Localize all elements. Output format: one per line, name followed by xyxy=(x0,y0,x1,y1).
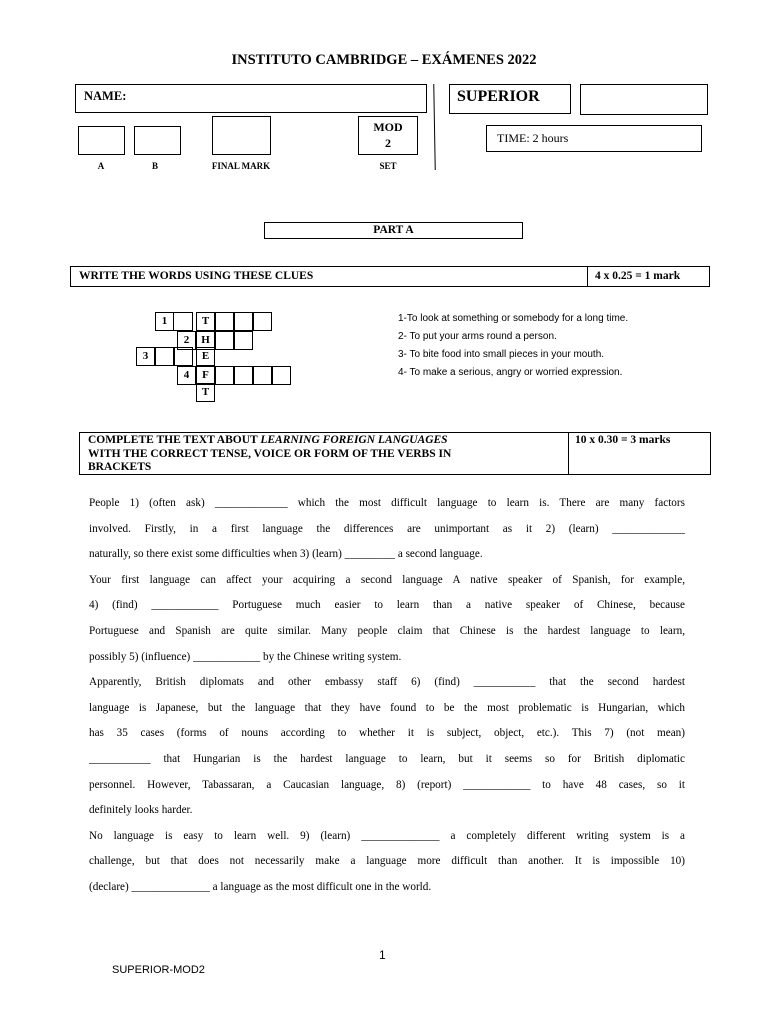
page-title: INSTITUTO CAMBRIDGE – EXÁMENES 2022 xyxy=(231,52,537,68)
text-line: Your first language can affect your acquiring a second language A native speaker of Spanish, for example, xyxy=(89,573,685,586)
text-line: People 1) (often ask) _____________ which the most difficult language to learn is. There are many factors xyxy=(89,497,685,509)
section1-header xyxy=(70,266,710,287)
time-label: TIME: 2 hours xyxy=(497,131,569,145)
text-line: Apparently, British diplomats and other embassy staff 6) (find) ___________ that the second hardest xyxy=(89,676,685,689)
crossword-cell[interactable] xyxy=(253,312,272,331)
section2-instruction-prefix: COMPLETE THE TEXT ABOUT xyxy=(88,434,261,446)
mod-box xyxy=(358,116,418,155)
section2-instruction xyxy=(88,434,568,475)
label-set: SET xyxy=(379,161,397,171)
label-final-mark: FINAL MARK xyxy=(211,161,271,171)
clue-1: 1-To look at something or somebody for a long time. xyxy=(398,313,629,324)
crossword-letter: E xyxy=(196,347,215,366)
page-number: 1 xyxy=(379,948,386,962)
crossword-cell[interactable] xyxy=(155,347,174,366)
text-line: language is Japanese, but the language that they have found to be the most problematic is Hungarian, which xyxy=(89,701,685,714)
footer-code: SUPERIOR-MOD2 xyxy=(112,964,205,976)
level-code-field[interactable] xyxy=(580,84,708,115)
name-label: NAME: xyxy=(84,89,127,103)
mod-number: 2 xyxy=(385,136,391,150)
crossword-cell[interactable] xyxy=(253,366,272,385)
level-label: SUPERIOR xyxy=(457,88,540,105)
label-b: B xyxy=(151,161,158,171)
section1-header-divider xyxy=(587,267,588,286)
cloze-text xyxy=(89,491,685,901)
text-line: ___________ that Hungarian is the hardest language to learn, but it seems so for British diplomatic xyxy=(89,752,685,765)
text-line: involved. Firstly, in a first language the differences are unimportant as it 2) (learn) _____________ xyxy=(89,522,685,535)
section1-instruction: WRITE THE WORDS USING THESE CLUES xyxy=(79,270,314,282)
crossword-cell[interactable] xyxy=(234,312,253,331)
text-line: 4) (find) ____________ Portuguese much easier to learn than a native speaker of Chinese, because xyxy=(89,599,685,612)
crossword-letter: H xyxy=(196,331,215,350)
part-a-title: PART A xyxy=(373,224,414,236)
clue-3: 3- To bite food into small pieces in your mouth. xyxy=(398,349,605,360)
section2-header-divider xyxy=(568,433,569,474)
final-mark-box[interactable] xyxy=(212,116,271,155)
crossword-cell[interactable] xyxy=(272,366,291,385)
section2-instruction-line3: BRACKETS xyxy=(88,461,152,473)
clue-4: 4- To make a serious, angry or worried expression. xyxy=(398,367,623,378)
time-box xyxy=(486,125,702,152)
section2-instruction-line2: WITH THE CORRECT TENSE, VOICE OR FORM OF THE VERBS IN xyxy=(88,447,452,460)
part-a-heading xyxy=(264,222,523,239)
crossword-cell[interactable] xyxy=(215,331,234,350)
clue-2: 2- To put your arms round a person. xyxy=(398,331,557,342)
crossword-number: 2 xyxy=(177,331,196,350)
text-line: Portuguese and Spanish are quite similar. Many people claim that Chinese is the hardest language to learn, xyxy=(89,624,685,637)
score-box-a[interactable] xyxy=(78,126,125,155)
crossword-letter: T xyxy=(196,312,215,331)
mod-label: MOD xyxy=(373,120,403,134)
crossword-empty-cell xyxy=(174,312,193,331)
text-line: challenge, but that does not necessarily make a language more difficult than another. It is impossible 10) xyxy=(89,855,685,868)
text-line: No language is easy to learn well. 9) (learn) ______________ a completely different writing system is a xyxy=(89,829,685,842)
crossword-letter: T xyxy=(196,383,215,402)
crossword-number: 3 xyxy=(136,347,155,366)
crossword-cell[interactable] xyxy=(174,347,193,366)
crossword-letter: F xyxy=(196,366,215,385)
header-divider xyxy=(433,84,436,170)
text-line: (declare) ______________ a language as the most difficult one in the world. xyxy=(89,880,432,893)
crossword-number: 4 xyxy=(177,366,196,385)
label-a: A xyxy=(97,161,105,171)
section2-header xyxy=(79,432,711,475)
section2-instruction-line1 xyxy=(88,434,568,448)
crossword-cell[interactable] xyxy=(234,331,253,350)
text-line: personnel. However, Tabassaran, a Caucasian language, 8) (report) ____________ to have 48 cases, so it xyxy=(89,778,685,791)
text-line: possibly 5) (influence) ____________ by the Chinese writing system. xyxy=(89,650,402,663)
text-line: naturally, so there exist some difficulties when 3) (learn) _________ a second language. xyxy=(89,548,483,561)
section2-topic: LEARNING FOREIGN LANGUAGES xyxy=(260,434,448,446)
crossword-cell[interactable] xyxy=(234,366,253,385)
name-field[interactable] xyxy=(75,84,427,113)
text-line: definitely looks harder. xyxy=(89,804,193,817)
text-line: has 35 cases (forms of nouns according to whether it is subject, object, etc.). This 7) (not mean) xyxy=(89,727,685,740)
score-box-b[interactable] xyxy=(134,126,181,155)
crossword-cell[interactable] xyxy=(215,312,234,331)
crossword-cell[interactable] xyxy=(215,366,234,385)
crossword-number: 1 xyxy=(155,312,174,331)
level-box xyxy=(449,84,571,114)
section1-marks: 4 x 0.25 = 1 mark xyxy=(595,270,681,282)
section2-marks: 10 x 0.30 = 3 marks xyxy=(575,434,671,446)
